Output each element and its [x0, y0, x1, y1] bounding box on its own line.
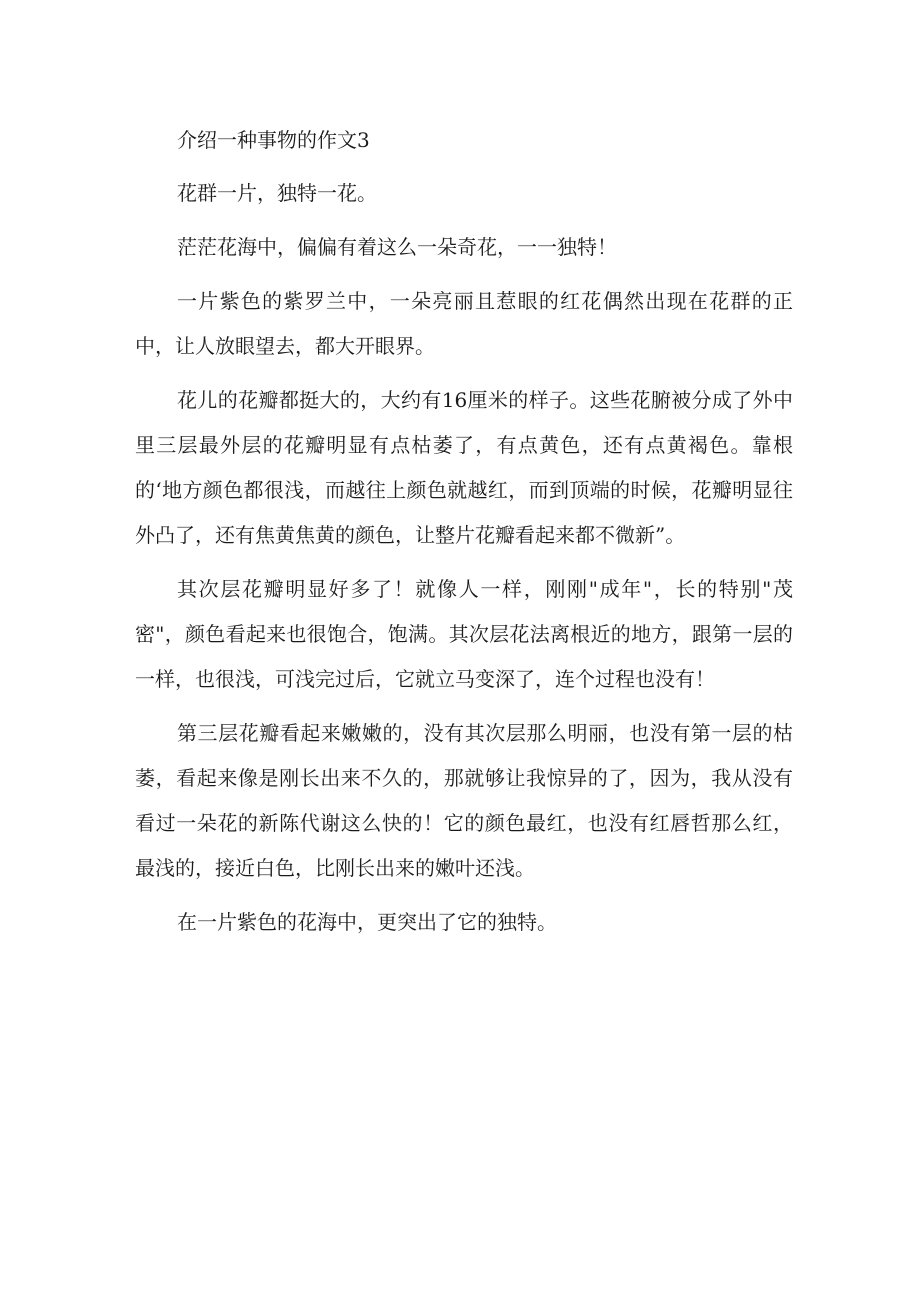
- paragraph-1: 花群一片，独特一花。: [177, 181, 377, 205]
- essay-body: [135, 118, 793, 945]
- paragraph-4: 花儿的花瓣都挺大的，大约有16厘米的样子。这些花腑被分成了外中里三层最外层的花瓣明显有点枯萎了，有点黄色，还有点黄褐色。靠根的‘地方颜色都很浅，而越往上颜色就越红，而到顶端的时候，花瓣明显往外凸了，还有焦黄焦黄的颜色，让整片花瓣看起来都不微新”。: [135, 388, 793, 547]
- paragraph-7: 在一片紫色的花海中，更突出了它的独特。: [177, 910, 557, 934]
- paragraph-3: 一片紫色的紫罗兰中，一朵亮丽且惹眼的红花偶然出现在花群的正中，让人放眼望去，都大开眼界。: [135, 289, 793, 358]
- paragraph-6: 第三层花瓣看起来嫩嫩的，没有其次层那么明丽，也没有第一层的枯萎，看起来像是刚长出来不久的，那就够让我惊异的了，因为，我从没有看过一朵花的新陈代谢这么快的！它的颜色最红，也没有红唇哲那么红，最浅的，接近白色，比刚长出来的嫩叶还浅。: [135, 721, 793, 880]
- essay-title: 介绍一种事物的作文3: [177, 128, 370, 152]
- paragraph-2: 茫茫花海中，偏偏有着这么一朵奇花，一一独特！: [177, 235, 617, 259]
- paragraph-5: 其次层花瓣明显好多了！就像人一样，刚刚"成年"，长的特别"茂密"，颜色看起来也很饱合，饱满。其次层花法离根近的地方，跟第一层的一样，也很浅，可浅完过后，它就立马变深了，连个过程也没有！: [135, 577, 793, 691]
